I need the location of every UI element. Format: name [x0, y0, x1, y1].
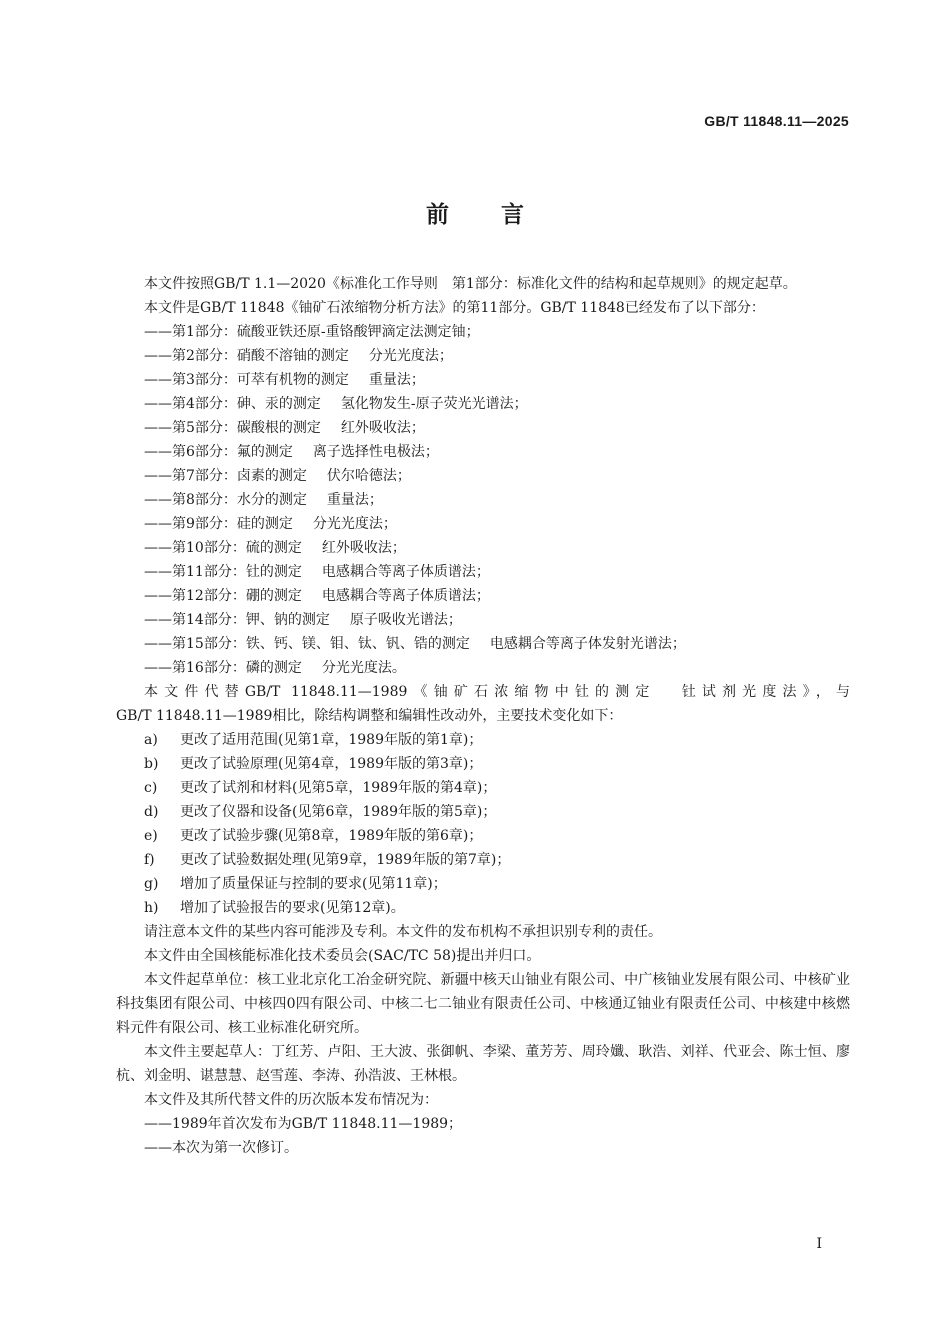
- drafting-units-paragraph: 本文件起草单位：核工业北京化工冶金研究院、新疆中核天山铀业有限公司、中广核铀业发展有限公司、中核矿业科技集团有限公司、中核四0四有限公司、中核二七二铀业有限责任公司、中核通辽铀业有限责任公司、中核建中核燃料元件有限公司、核工业标准化研究所。: [116, 972, 850, 1036]
- title-char-2: 言: [501, 202, 524, 228]
- list-item: ——第7部分：卤素的测定 伏尔哈德法；: [144, 468, 411, 484]
- list-item: ——第14部分：钾、钠的测定 原子吸收光谱法；: [144, 612, 462, 628]
- intro-paragraph: 本文件按照GB/T 1.1—2020《标准化工作导则 第1部分：标准化文件的结构和起草规则》的规定起草。: [144, 276, 797, 292]
- changes-list: [116, 728, 850, 920]
- list-item: ——第6部分：氟的测定 离子选择性电极法；: [144, 444, 439, 460]
- patent-notice: 请注意本文件的某些内容可能涉及专利。本文件的发布机构不承担识别专利的责任。: [144, 924, 662, 940]
- foreword-body: [116, 272, 850, 1160]
- list-item: ——第16部分：磷的测定 分光光度法。: [144, 660, 406, 676]
- list-item: ——第15部分：铁、钙、镁、钼、钛、钒、锆的测定 电感耦合等离子体发射光谱法；: [144, 636, 686, 652]
- list-item: b) 更改了试验原理(见第4章，1989年版的第3章)；: [144, 756, 483, 772]
- history-list: [116, 1112, 850, 1160]
- standard-code: GB/T 11848.11—2025: [704, 113, 849, 129]
- list-item: ——第12部分：硼的测定 电感耦合等离子体质谱法；: [144, 588, 490, 604]
- intro-paragraph: 本文件是GB/T 11848《铀矿石浓缩物分析方法》的第11部分。GB/T 11848已经发布了以下部分：: [144, 300, 765, 316]
- list-item: ——第4部分：砷、汞的测定 氢化物发生-原子荧光光谱法；: [144, 396, 528, 412]
- list-item: ——第5部分：碳酸根的测定 红外吸收法；: [144, 420, 425, 436]
- list-item: ——本次为第一次修订。: [144, 1140, 298, 1156]
- replace-paragraph-line2: GB/T 11848.11—1989相比，除结构调整和编辑性改动外，主要技术变化如下：: [116, 708, 623, 724]
- list-item: e) 更改了试验步骤(见第8章，1989年版的第6章)；: [144, 828, 483, 844]
- replace-paragraph-line1: 本文件代替GB/T 11848.11—1989《铀矿石浓缩物中钍的测定 钍试剂光度法》，与: [144, 684, 851, 700]
- list-item: f) 更改了试验数据处理(见第9章，1989年版的第7章)；: [144, 852, 511, 868]
- parts-list: [116, 320, 850, 680]
- list-item: ——1989年首次发布为GB/T 11848.11—1989；: [144, 1116, 463, 1132]
- list-item: ——第8部分：水分的测定 重量法；: [144, 492, 383, 508]
- list-item: ——第1部分：硫酸亚铁还原-重铬酸钾滴定法测定铀；: [144, 324, 480, 340]
- history-intro: 本文件及其所代替文件的历次版本发布情况为：: [144, 1092, 438, 1108]
- list-item: ——第9部分：硅的测定 分光光度法；: [144, 516, 397, 532]
- list-item: ——第10部分：硫的测定 红外吸收法；: [144, 540, 406, 556]
- list-item: d) 更改了仪器和设备(见第6章，1989年版的第5章)；: [144, 804, 497, 820]
- list-item: h) 增加了试验报告的要求(见第12章)。: [144, 900, 405, 916]
- drafters-paragraph: 本文件主要起草人：丁红芳、卢阳、王大波、张御帆、李梁、董芳芳、周玲孅、耿浩、刘祥、代亚会、陈士恒、廖杭、刘金明、谌慧慧、赵雪莲、李涛、孙浩波、王林根。: [116, 1044, 850, 1084]
- list-item: ——第2部分：硝酸不溶铀的测定 分光光度法；: [144, 348, 453, 364]
- committee-paragraph: 本文件由全国核能标准化技术委员会(SAC/TC 58)提出并归口。: [144, 948, 541, 964]
- list-item: g) 增加了质量保证与控制的要求(见第11章)；: [144, 876, 447, 892]
- list-item: ——第3部分：可萃有机物的测定 重量法；: [144, 372, 425, 388]
- title-char-1: 前: [426, 202, 449, 228]
- list-item: c) 更改了试剂和材料(见第5章，1989年版的第4章)；: [144, 780, 497, 796]
- list-item: ——第11部分：钍的测定 电感耦合等离子体质谱法；: [144, 564, 490, 580]
- page-title: [0, 196, 950, 229]
- list-item: a) 更改了适用范围(见第1章，1989年版的第1章)；: [144, 732, 483, 748]
- page-number: I: [816, 1236, 822, 1252]
